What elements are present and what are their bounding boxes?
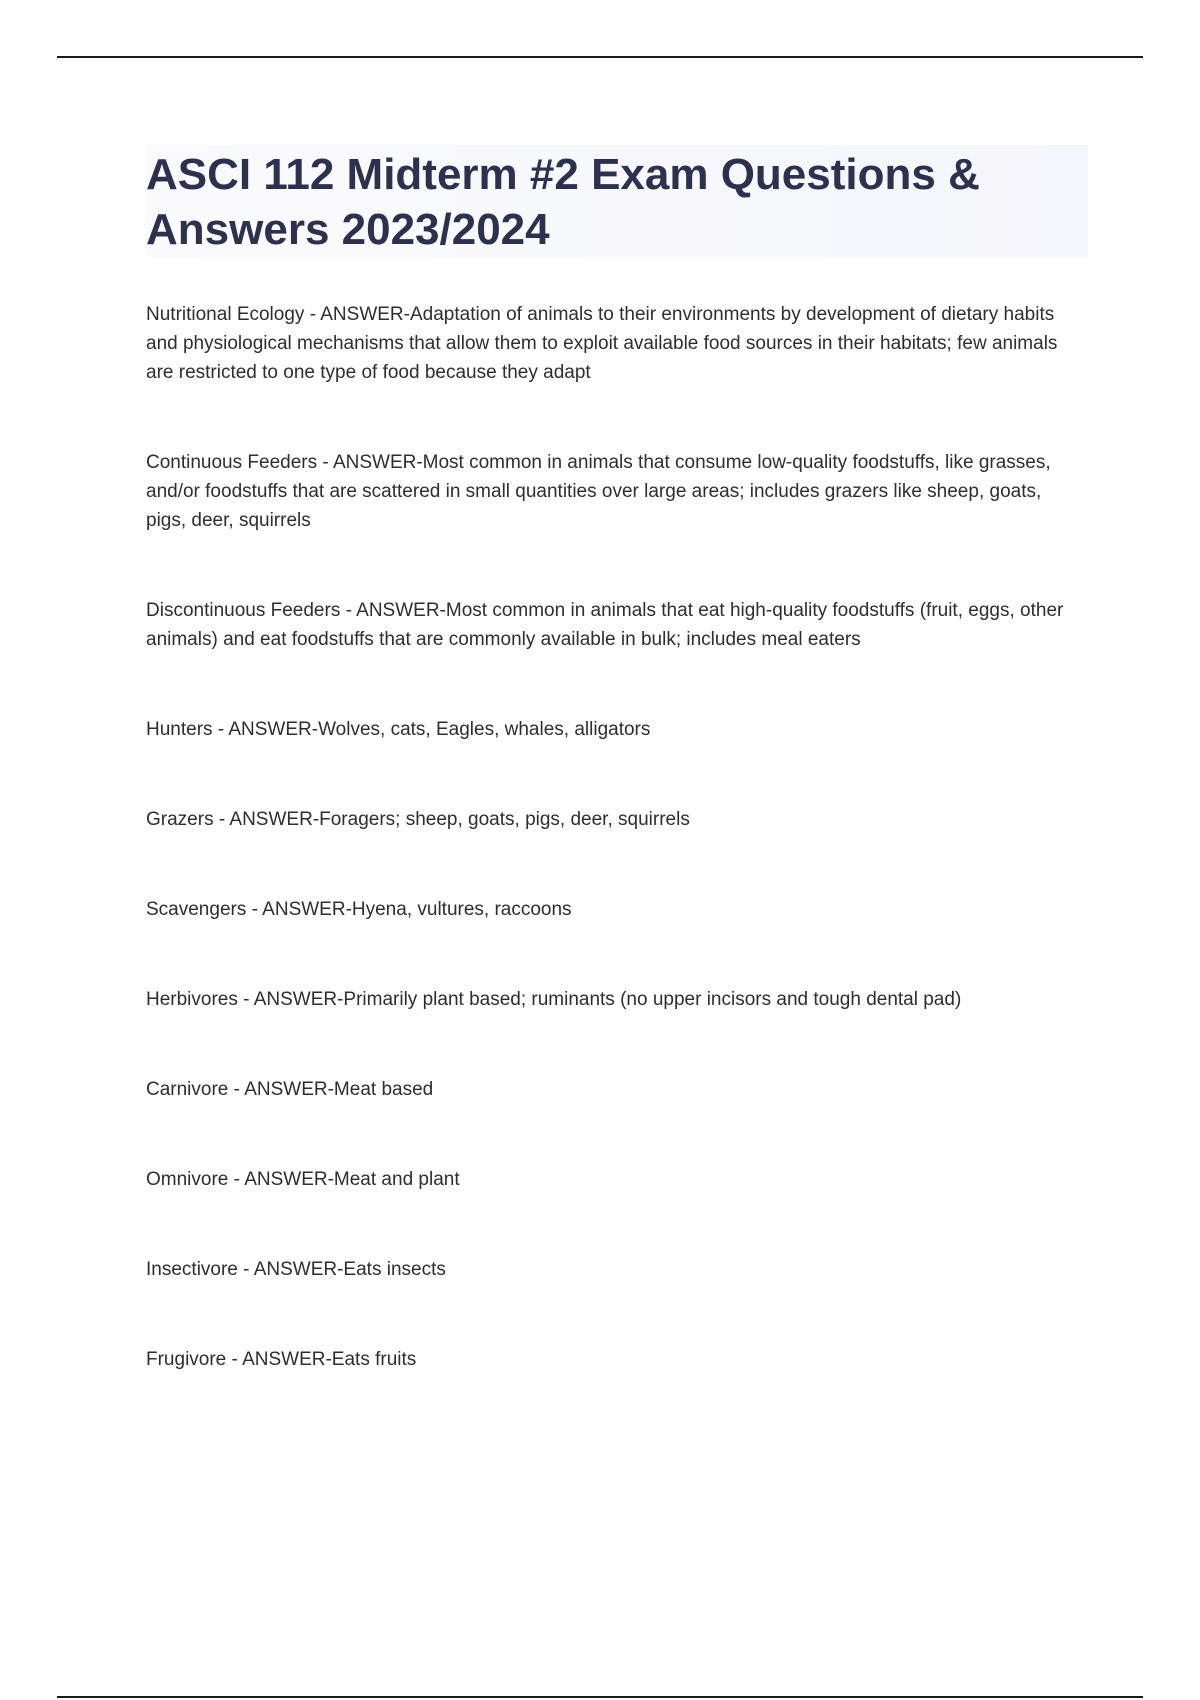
- page-title: ASCI 112 Midterm #2 Exam Questions & Answers 2023/2024: [146, 150, 980, 254]
- qa-entry-frugivore: Frugivore - ANSWER-Eats fruits: [146, 1349, 417, 1370]
- qa-entry-discontinuous-feeders: Discontinuous Feeders - ANSWER-Most common in animals that eat high-quality foodstuffs (fruit, eggs, other animals) and eat foodstuffs that are commonly available in bulk; includes meal eaters: [146, 600, 1064, 650]
- title-banner: [146, 145, 1088, 257]
- qa-entry-omnivore: Omnivore - ANSWER-Meat and plant: [146, 1169, 460, 1190]
- qa-entry-insectivore: Insectivore - ANSWER-Eats insects: [146, 1259, 446, 1280]
- bottom-rule: [57, 1696, 1143, 1698]
- qa-list: [146, 300, 1076, 1374]
- qa-entry-carnivore: Carnivore - ANSWER-Meat based: [146, 1079, 434, 1100]
- top-rule: [57, 56, 1143, 58]
- qa-entry-nutritional-ecology: Nutritional Ecology - ANSWER-Adaptation of animals to their environments by development of dietary habits and physiological mechanisms that allow them to exploit available food sources in their habitats; few animals are restricted to one type of food because they adapt: [146, 304, 1058, 383]
- qa-entry-hunters: Hunters - ANSWER-Wolves, cats, Eagles, whales, alligators: [146, 719, 651, 740]
- qa-entry-scavengers: Scavengers - ANSWER-Hyena, vultures, raccoons: [146, 899, 572, 920]
- qa-entry-continuous-feeders: Continuous Feeders - ANSWER-Most common in animals that consume low-quality foodstuffs, like grasses, and/or foodstuffs that are scattered in small quantities over large areas; includes grazers like sheep, goats, pigs, deer, squirrels: [146, 452, 1051, 531]
- qa-entry-herbivores: Herbivores - ANSWER-Primarily plant based; ruminants (no upper incisors and tough dental pad): [146, 989, 962, 1010]
- qa-entry-grazers: Grazers - ANSWER-Foragers; sheep, goats, pigs, deer, squirrels: [146, 809, 690, 830]
